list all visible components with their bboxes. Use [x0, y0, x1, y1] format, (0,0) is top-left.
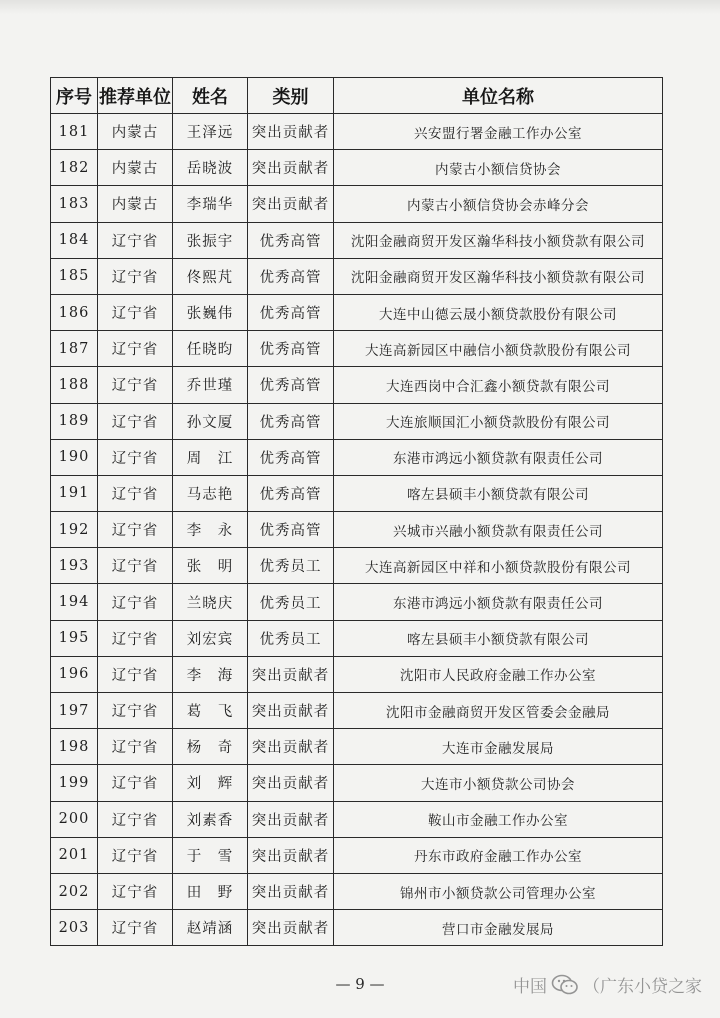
cell-name: 乔世瑾	[173, 367, 248, 403]
cell-unit: 辽宁省	[98, 693, 173, 729]
cell-category: 优秀高管	[248, 222, 334, 258]
cell-seq: 186	[51, 294, 98, 330]
table-row	[51, 186, 663, 222]
cell-name: 李 海	[173, 656, 248, 692]
cell-unit: 辽宁省	[98, 729, 173, 765]
cell-seq: 184	[51, 222, 98, 258]
cell-category: 突出贡献者	[248, 693, 334, 729]
cell-name: 杨 奇	[173, 729, 248, 765]
cell-category: 突出贡献者	[248, 656, 334, 692]
cell-unit: 辽宁省	[98, 910, 173, 946]
table-row	[51, 150, 663, 186]
cell-unit: 辽宁省	[98, 367, 173, 403]
table-row	[51, 620, 663, 656]
cell-name: 周 江	[173, 439, 248, 475]
cell-name: 葛 飞	[173, 693, 248, 729]
table-row	[51, 873, 663, 909]
watermark	[513, 972, 702, 997]
cell-unit: 辽宁省	[98, 765, 173, 801]
cell-seq: 181	[51, 114, 98, 150]
cell-category: 突出贡献者	[248, 837, 334, 873]
table-row	[51, 765, 663, 801]
cell-unit: 辽宁省	[98, 512, 173, 548]
cell-category: 突出贡献者	[248, 729, 334, 765]
table-header-row	[51, 78, 663, 114]
cell-org: 锦州市小额贷款公司管理办公室	[334, 873, 663, 909]
cell-name: 孙文厦	[173, 403, 248, 439]
cell-unit: 内蒙古	[98, 150, 173, 186]
cell-seq: 196	[51, 656, 98, 692]
cell-unit: 辽宁省	[98, 620, 173, 656]
cell-seq: 198	[51, 729, 98, 765]
cell-name: 兰晓庆	[173, 584, 248, 620]
cell-seq: 199	[51, 765, 98, 801]
cell-seq: 195	[51, 620, 98, 656]
cell-seq: 185	[51, 258, 98, 294]
cell-seq: 191	[51, 475, 98, 511]
cell-name: 张巍伟	[173, 294, 248, 330]
table-row	[51, 729, 663, 765]
header-name: 姓名	[173, 78, 248, 114]
cell-name: 于 雪	[173, 837, 248, 873]
cell-name: 张 明	[173, 548, 248, 584]
cell-unit: 辽宁省	[98, 403, 173, 439]
cell-org: 大连市小额贷款公司协会	[334, 765, 663, 801]
cell-name: 刘素香	[173, 801, 248, 837]
cell-unit: 辽宁省	[98, 837, 173, 873]
cell-name: 张振宇	[173, 222, 248, 258]
table-body	[51, 114, 663, 946]
cell-seq: 203	[51, 910, 98, 946]
watermark-text-part-1: 中国	[513, 977, 547, 997]
cell-category: 优秀高管	[248, 258, 334, 294]
header-recommending-unit: 推荐单位	[98, 78, 173, 114]
cell-unit: 辽宁省	[98, 548, 173, 584]
table-row	[51, 294, 663, 330]
cell-unit: 辽宁省	[98, 656, 173, 692]
table-row	[51, 367, 663, 403]
cell-name: 佟熙芃	[173, 258, 248, 294]
cell-unit: 辽宁省	[98, 801, 173, 837]
awardee-table	[50, 77, 663, 946]
cell-category: 优秀员工	[248, 584, 334, 620]
cell-category: 突出贡献者	[248, 873, 334, 909]
table-row	[51, 403, 663, 439]
cell-name: 赵靖涵	[173, 910, 248, 946]
cell-org: 沈阳市人民政府金融工作办公室	[334, 656, 663, 692]
cell-category: 优秀员工	[248, 548, 334, 584]
page-top-edge	[0, 0, 720, 14]
header-organization: 单位名称	[334, 78, 663, 114]
cell-name: 刘宏宾	[173, 620, 248, 656]
cell-seq: 183	[51, 186, 98, 222]
cell-seq: 194	[51, 584, 98, 620]
cell-name: 王泽远	[173, 114, 248, 150]
cell-org: 沈阳金融商贸开发区瀚华科技小额贷款有限公司	[334, 222, 663, 258]
cell-org: 鞍山市金融工作办公室	[334, 801, 663, 837]
cell-category: 优秀高管	[248, 294, 334, 330]
cell-seq: 188	[51, 367, 98, 403]
cell-seq: 202	[51, 873, 98, 909]
cell-category: 优秀高管	[248, 403, 334, 439]
cell-org: 大连高新园区中融信小额贷款股份有限公司	[334, 331, 663, 367]
cell-org: 沈阳市金融商贸开发区管委会金融局	[334, 693, 663, 729]
table-row	[51, 656, 663, 692]
table-row	[51, 548, 663, 584]
cell-org: 东港市鸿远小额贷款有限责任公司	[334, 584, 663, 620]
cell-org: 兴城市兴融小额贷款有限责任公司	[334, 512, 663, 548]
table-row	[51, 439, 663, 475]
cell-unit: 辽宁省	[98, 294, 173, 330]
cell-unit: 辽宁省	[98, 331, 173, 367]
cell-category: 突出贡献者	[248, 186, 334, 222]
cell-category: 突出贡献者	[248, 801, 334, 837]
cell-category: 突出贡献者	[248, 150, 334, 186]
header-seq: 序号	[51, 78, 98, 114]
cell-unit: 内蒙古	[98, 186, 173, 222]
cell-unit: 辽宁省	[98, 584, 173, 620]
cell-org: 喀左县硕丰小额贷款有限公司	[334, 475, 663, 511]
cell-unit: 辽宁省	[98, 873, 173, 909]
cell-org: 喀左县硕丰小额贷款有限公司	[334, 620, 663, 656]
cell-org: 内蒙古小额信贷协会	[334, 150, 663, 186]
cell-org: 兴安盟行署金融工作办公室	[334, 114, 663, 150]
table-row	[51, 837, 663, 873]
table-row	[51, 801, 663, 837]
cell-org: 东港市鸿远小额贷款有限责任公司	[334, 439, 663, 475]
page-number: — 9 —	[335, 975, 385, 993]
cell-name: 田 野	[173, 873, 248, 909]
cell-org: 大连高新园区中祥和小额贷款股份有限公司	[334, 548, 663, 584]
table-row	[51, 222, 663, 258]
table-row	[51, 512, 663, 548]
cell-unit: 辽宁省	[98, 439, 173, 475]
cell-unit: 辽宁省	[98, 222, 173, 258]
watermark-text-part-2: （广东小贷之家	[583, 977, 702, 997]
cell-org: 丹东市政府金融工作办公室	[334, 837, 663, 873]
table-row	[51, 475, 663, 511]
table-row	[51, 910, 663, 946]
cell-seq: 200	[51, 801, 98, 837]
cell-category: 优秀员工	[248, 620, 334, 656]
cell-category: 优秀高管	[248, 475, 334, 511]
cell-category: 优秀高管	[248, 331, 334, 367]
cell-unit: 辽宁省	[98, 475, 173, 511]
cell-name: 任晓昀	[173, 331, 248, 367]
cell-org: 内蒙古小额信贷协会赤峰分会	[334, 186, 663, 222]
cell-org: 大连西岗中合汇鑫小额贷款有限公司	[334, 367, 663, 403]
cell-category: 突出贡献者	[248, 765, 334, 801]
cell-seq: 190	[51, 439, 98, 475]
cell-name: 李瑞华	[173, 186, 248, 222]
cell-org: 大连市金融发展局	[334, 729, 663, 765]
cell-name: 岳晓波	[173, 150, 248, 186]
table-row	[51, 693, 663, 729]
table-row	[51, 584, 663, 620]
cell-name: 李 永	[173, 512, 248, 548]
wechat-icon	[551, 974, 579, 996]
table-row	[51, 331, 663, 367]
cell-org: 大连中山德云晟小额贷款股份有限公司	[334, 294, 663, 330]
cell-category: 突出贡献者	[248, 114, 334, 150]
cell-seq: 201	[51, 837, 98, 873]
cell-category: 优秀高管	[248, 439, 334, 475]
cell-seq: 182	[51, 150, 98, 186]
cell-seq: 192	[51, 512, 98, 548]
cell-seq: 187	[51, 331, 98, 367]
cell-unit: 辽宁省	[98, 258, 173, 294]
cell-category: 优秀高管	[248, 512, 334, 548]
cell-unit: 内蒙古	[98, 114, 173, 150]
cell-org: 大连旅顺国汇小额贷款股份有限公司	[334, 403, 663, 439]
cell-org: 沈阳金融商贸开发区瀚华科技小额贷款有限公司	[334, 258, 663, 294]
table-row	[51, 258, 663, 294]
cell-seq: 189	[51, 403, 98, 439]
cell-seq: 197	[51, 693, 98, 729]
cell-category: 优秀高管	[248, 367, 334, 403]
cell-category: 突出贡献者	[248, 910, 334, 946]
cell-seq: 193	[51, 548, 98, 584]
cell-name: 刘 辉	[173, 765, 248, 801]
header-category: 类别	[248, 78, 334, 114]
cell-org: 营口市金融发展局	[334, 910, 663, 946]
cell-name: 马志艳	[173, 475, 248, 511]
table-row	[51, 114, 663, 150]
